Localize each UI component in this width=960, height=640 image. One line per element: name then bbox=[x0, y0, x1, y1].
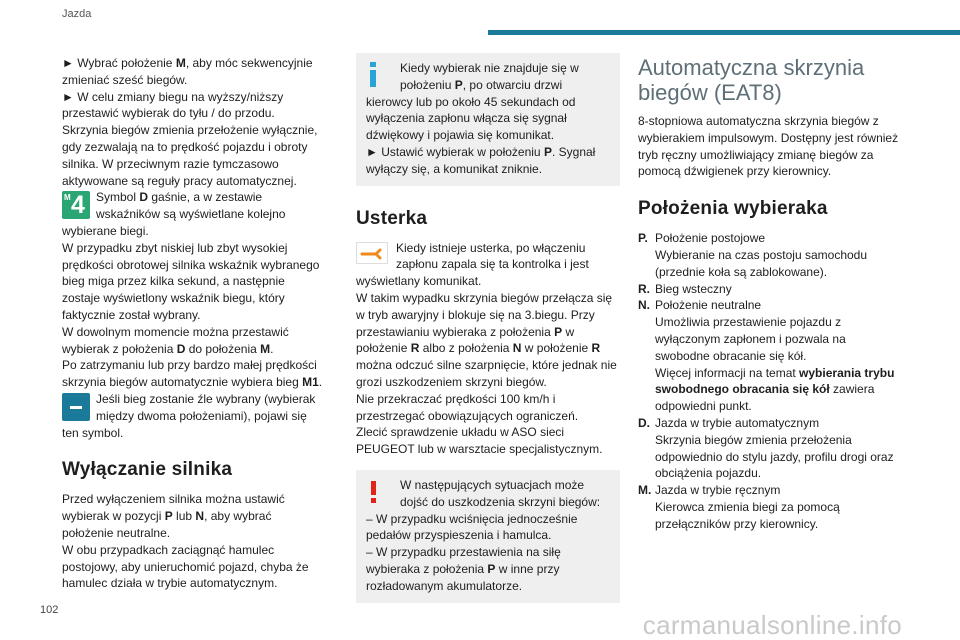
paragraph-m1: Po zatrzymaniu lub przy bardzo małej prędkości skrzynia biegów automatycznie wybiera bieg M1. bbox=[62, 358, 323, 390]
info-text-1: Kiedy wybierak nie znajduje się w położeniu P, po otwarciu drzwi kierowcy lub po około 45 sekundach od wyłączenia zapłonu włącza się sygnał dźwiękowy i pojawia się komunikat. bbox=[366, 61, 579, 143]
minus-indicator-icon bbox=[62, 393, 90, 421]
paragraph-fault-light: Kiedy istnieje usterka, po włączeniu zapłonu zapala się ta kontrolka i jest wyświetlany komunikat. bbox=[356, 240, 589, 289]
info-icon bbox=[366, 60, 382, 88]
paragraph-symbol-d: M 4 Symbol D gaśnie, a w zestawie wskaźników są wyświetlane kolejno wybierane biegi. bbox=[62, 190, 286, 238]
section-title: Automatyczna skrzynia biegów (EAT8) bbox=[638, 55, 865, 105]
heading-selector-positions: Położenia wybieraka bbox=[638, 198, 828, 220]
paragraph-switch-dm: W dowolnym momencie można przestawić wybierak z położenia D do położenia M. bbox=[62, 324, 289, 356]
column-middle bbox=[356, 55, 620, 603]
warning-text-1: W następujących sytuacjach może dojść do uszkodzenia skrzyni biegów: bbox=[400, 477, 601, 509]
position-p: P. Położenie postojowe Wybieranie na czas postoju samochodu (przednie koła są zablokowane). bbox=[638, 231, 868, 279]
paragraph-wrong-gear: Jeśli bieg zostanie źle wybrany (wybierak między dwoma położeniami), pojawi się ten symbol. bbox=[62, 391, 316, 440]
info-text-2: ► Ustawić wybierak w położeniu P. Sygnał wyłączy się, a komunikat zniknie. bbox=[366, 144, 596, 176]
paragraph-fault-mode: W takim wypadku skrzynia biegów przełącza się w tryb awaryjny i blokuje się na 3.biegu. Przy przestawianiu wybieraka z położenia P w położenie R albo z położenia N w położenie R można odczuć silne szarpnięcie, które jednak nie grozi uszkodzeniem skrzyni biegów. bbox=[356, 290, 617, 389]
header-accent-bar bbox=[488, 30, 960, 35]
position-m: M. Jazda w trybie ręcznym Kierowca zmienia biegi za pomocą przełączników przy kierownicy. bbox=[638, 483, 840, 531]
warning-box bbox=[356, 470, 620, 603]
paragraph-speed-limit: Nie przekraczać prędkości 100 km/h i przestrzegać obowiązujących ograniczeń. bbox=[356, 391, 579, 423]
paragraph-blink: W przypadku zbyt niskiej lub zbyt wysokiej prędkości obrotowej silnika wskaźnik wybranego bieg miga przez kilka sekund, a następnie zostaje wyświetlony wskaźnik biegu, który faktycznie został wybrany. bbox=[62, 240, 320, 322]
heading-engine-off: Wyłączanie silnika bbox=[62, 459, 233, 481]
page-number: 102 bbox=[40, 604, 59, 616]
paragraph-engine-off-2: W obu przypadkach zaciągnąć hamulec postojowy, aby unieruchomić pojazd, chyba że hamulec działa w trybie automatycznym. bbox=[62, 542, 309, 591]
info-box bbox=[356, 53, 620, 186]
paragraph-shift-direction: ► W celu zmiany biegu na wyższy/niższy przestawić wybierak do tyłu / do przodu. bbox=[62, 89, 284, 121]
warning-text-2: – W przypadku wciśnięcia jednocześnie pedałów przyspieszenia i hamulca. bbox=[366, 511, 578, 543]
position-d: D. Jazda w trybie automatycznym Skrzynia biegów zmienia przełożenia odpowiednio do stylu jazdy, profilu drogi oraz obciążenia pojazdu. bbox=[638, 415, 894, 481]
selector-positions-list bbox=[638, 230, 900, 532]
wrench-warning-icon bbox=[356, 242, 388, 264]
column-left bbox=[62, 55, 324, 592]
paragraph-engine-off-1: Przed wyłączeniem silnika można ustawić wybierak w pozycji P lub N, aby wybrać położenie neutralne. bbox=[62, 492, 285, 540]
position-n: N. Położenie neutralne Umożliwia przestawienie pojazdu z wyłączonym zapłonem i pozwala na swobodne obracanie się kół. Więcej informacji na temat wybierania trybu swobodnego obracania się kół zawiera odpowiedni punkt. bbox=[638, 298, 895, 414]
position-r: R. Bieg wsteczny bbox=[638, 281, 732, 296]
heading-fault: Usterka bbox=[356, 207, 428, 229]
column-right bbox=[638, 55, 900, 533]
warning-text-3: – W przypadku przestawienia na siłę wybieraka z położenia P w inne przy rozładowanym akumulatorze. bbox=[366, 545, 561, 593]
paragraph-gear-rules: Skrzynia biegów zmienia przełożenie wyłącznie, gdy zezwalają na to prędkość pojazdu i obroty silnika. W przeciwnym razie tymczasowo aktywowane są reguły pracy automatycznej. bbox=[62, 123, 318, 188]
watermark: carmanualsonline.info bbox=[642, 610, 902, 640]
paragraph-select-m: ► Wybrać położenie M, aby móc sekwencyjnie zmieniać sześć biegów. bbox=[62, 56, 313, 87]
paragraph-service: Zlecić sprawdzenie układu w ASO sieci PEUGEOT lub w warsztacie specjalistycznym. bbox=[356, 425, 603, 457]
gear-m4-indicator-icon: M 4 bbox=[62, 191, 90, 219]
exclamation-warning-icon bbox=[366, 477, 382, 505]
paragraph-intro: 8-stopniowa automatyczna skrzynia biegów z wybierakiem impulsowym. Dostępny jest również tryb ręczny umożliwiający zmianę biegów za pomocą dźwigienek przy kierownicy. bbox=[638, 114, 899, 179]
section-label: Jazda bbox=[62, 8, 92, 20]
